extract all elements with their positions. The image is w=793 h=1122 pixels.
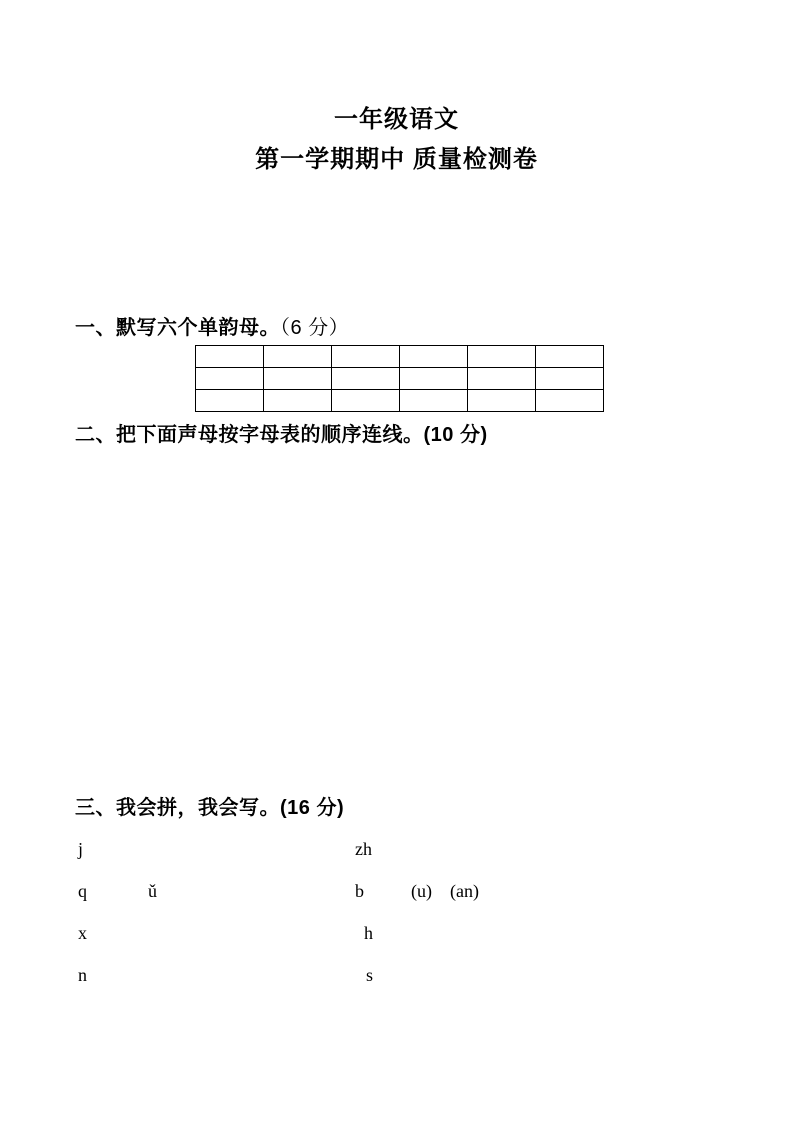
- grid-cell: [468, 390, 536, 412]
- pinyin-letter-q: q: [78, 881, 87, 901]
- grid-cell: [400, 346, 468, 368]
- grid-cell: [264, 368, 332, 390]
- grid-cell: [468, 368, 536, 390]
- grid-cell: [468, 346, 536, 368]
- pinyin-final-an: (an): [450, 881, 479, 901]
- section-one-score: （6 分）: [280, 317, 350, 339]
- vowel-answer-grid-body: [196, 346, 604, 412]
- grid-cell: [400, 368, 468, 390]
- grid-cell: [536, 346, 604, 368]
- pinyin-final-u: (u): [411, 881, 432, 901]
- grid-row: [196, 346, 604, 368]
- grid-cell: [332, 346, 400, 368]
- pinyin-letter-n: n: [78, 965, 87, 985]
- pinyin-letter-s: s: [366, 965, 374, 985]
- section-three-label: 三、我会拼，我会写。: [75, 797, 280, 819]
- pinyin-letter-b: b: [355, 881, 364, 901]
- section-one-heading: [75, 311, 349, 340]
- section-one-label: 一、默写六个单韵母。: [75, 317, 280, 339]
- grid-cell: [196, 368, 264, 390]
- section-two-label: 二、把下面声母按字母表的顺序连线。: [75, 424, 424, 446]
- grid-cell: [264, 346, 332, 368]
- section-three-heading: [75, 791, 344, 820]
- section-three-score: (16 分): [280, 797, 345, 819]
- grid-cell: [332, 368, 400, 390]
- grid-cell: [536, 368, 604, 390]
- grid-cell: [536, 390, 604, 412]
- grid-cell: [400, 390, 468, 412]
- grid-row: [196, 368, 604, 390]
- pinyin-letter-h: h: [364, 923, 373, 943]
- grid-row: [196, 390, 604, 412]
- grid-cell: [196, 346, 264, 368]
- pinyin-letter-j: j: [78, 839, 84, 859]
- grid-cell: [264, 390, 332, 412]
- doc-subtitle: 第一学期期中 质量检测卷: [255, 146, 538, 173]
- section-two-score: (10 分): [423, 424, 488, 446]
- pinyin-letter-zh: zh: [355, 839, 372, 859]
- grid-cell: [332, 390, 400, 412]
- pinyin-letter-u-caron: ǔ: [148, 881, 157, 901]
- grid-cell: [196, 390, 264, 412]
- doc-title: 一年级语文: [334, 106, 459, 133]
- section-two-heading: [75, 418, 488, 447]
- vowel-answer-grid: [195, 345, 604, 412]
- pinyin-letter-x: x: [78, 923, 87, 943]
